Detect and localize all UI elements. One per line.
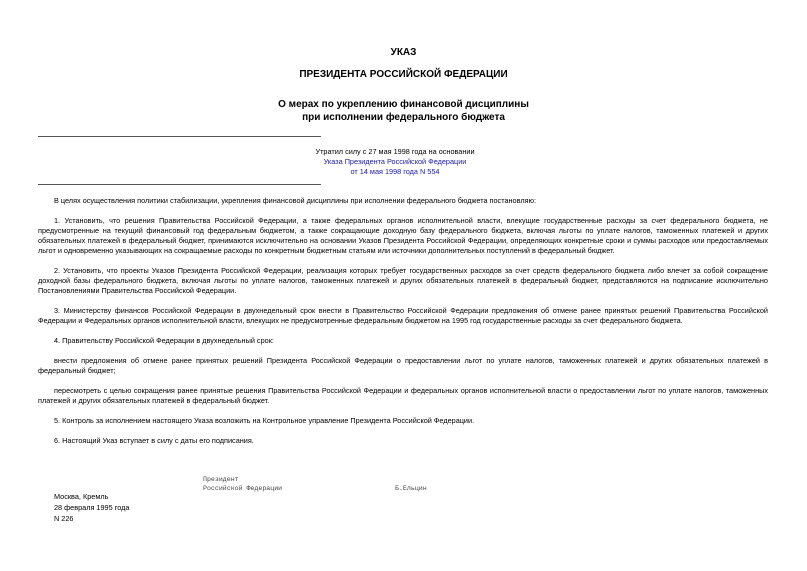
paragraph-4: 4. Правительству Российской Федерации в двухнедельный срок: (54, 336, 274, 345)
heading-line-2: при исполнении федерального бюджета (302, 112, 505, 123)
document-heading (0, 98, 807, 124)
place-city: Москва, Кремль (54, 492, 109, 501)
document-title: УКАЗ (390, 47, 417, 58)
heading-line-1: О мерах по укреплению финансовой дисциплины (278, 99, 529, 110)
signature-name: Б.Ельцин (395, 485, 427, 492)
divider-bottom (38, 184, 321, 185)
status-text: Утратил силу с 27 мая 1998 года на основании (315, 147, 475, 156)
paragraph-4a: внести предложения об отмене ранее принятых решений Президента Российской Федерации о предоставлении льгот по уплате налогов, таможенных платежей и других обязательных платежей в федеральный бюджет; (38, 356, 768, 375)
signature-title (203, 475, 282, 493)
document-number: N 226 (54, 514, 74, 523)
document-issuer: ПРЕЗИДЕНТА РОССИЙСКОЙ ФЕДЕРАЦИИ (299, 69, 508, 80)
document-body (38, 196, 768, 446)
paragraph-4b: пересмотреть с целью сокращения ранее принятые решения Правительства Российской Федерации и федеральных органов исполнительной власти о предоставлении льгот по уплате налогов, таможенных платежей и других обязательных платежей в федеральный бюджет. (38, 386, 768, 405)
paragraph-1: 1. Установить, что решения Правительства Российской Федерации, а также федеральных органов исполнительной власти, влекущие государственные расходы за счет федерального бюджета, не предусмотренные на текущий финансовый год федеральным бюджетом, а также сокращающие доходную базу федерального бюджета, включая льготы по уплате налогов, таможенных платежей и других обязательных платежей в федеральный бюджет, принимаются исключительно на основании Указов Президента Российской Федерации, определяющих конкретные сроки и суммы расходов или предоставляемых льгот и одновременно указывающих на сокращаемые расходы по конкретным бюджетным статьям или источники дополнительных поступлений в федеральный бюджет. (38, 216, 768, 255)
signature-title-line-2: Российской Федерации (203, 485, 283, 492)
status-link-line-2[interactable]: от 14 мая 1998 года N 554 (350, 167, 440, 176)
signature-title-line-1: Президент (203, 476, 239, 483)
divider-top (38, 136, 321, 137)
status-link-line-1[interactable]: Указа Президента Российской Федерации (323, 157, 467, 166)
paragraph-3: 3. Министерству финансов Российской Федерации в двухнедельный срок внести в Правительство Российской Федерации предложения об отмене ранее принятых решений Правительства Российской Федерации и Федеральных органов исполнительной власти, влекущих не предусмотренные федеральным бюджетом на 1995 год государственные расходы за счет федерального бюджета. (38, 306, 768, 325)
paragraph-intro: В целях осуществления политики стабилизации, укрепления финансовой дисциплины при исполнении федерального бюджета постановляю: (54, 196, 537, 205)
place-and-date (54, 491, 129, 524)
status-note (290, 147, 500, 177)
paragraph-5: 5. Контроль за исполнением настоящего Указа возложить на Контрольное управление Президента Российской Федерации. (54, 416, 475, 425)
paragraph-2: 2. Установить, что проекты Указов Президента Российской Федерации, реализация которых требует государственных расходов за счет средств федерального бюджета либо влечет за собой сокращение доходной базы федерального бюджета, включая льготы по уплате налогов, таможенных платежей и других обязательных платежей в федеральный бюджет, представляются на подписание исключительно Постановлениями Правительства Российской Федерации. (38, 266, 768, 295)
paragraph-6: 6. Настоящий Указ вступает в силу с даты его подписания. (54, 436, 254, 445)
place-date: 28 февраля 1995 года (54, 503, 130, 512)
